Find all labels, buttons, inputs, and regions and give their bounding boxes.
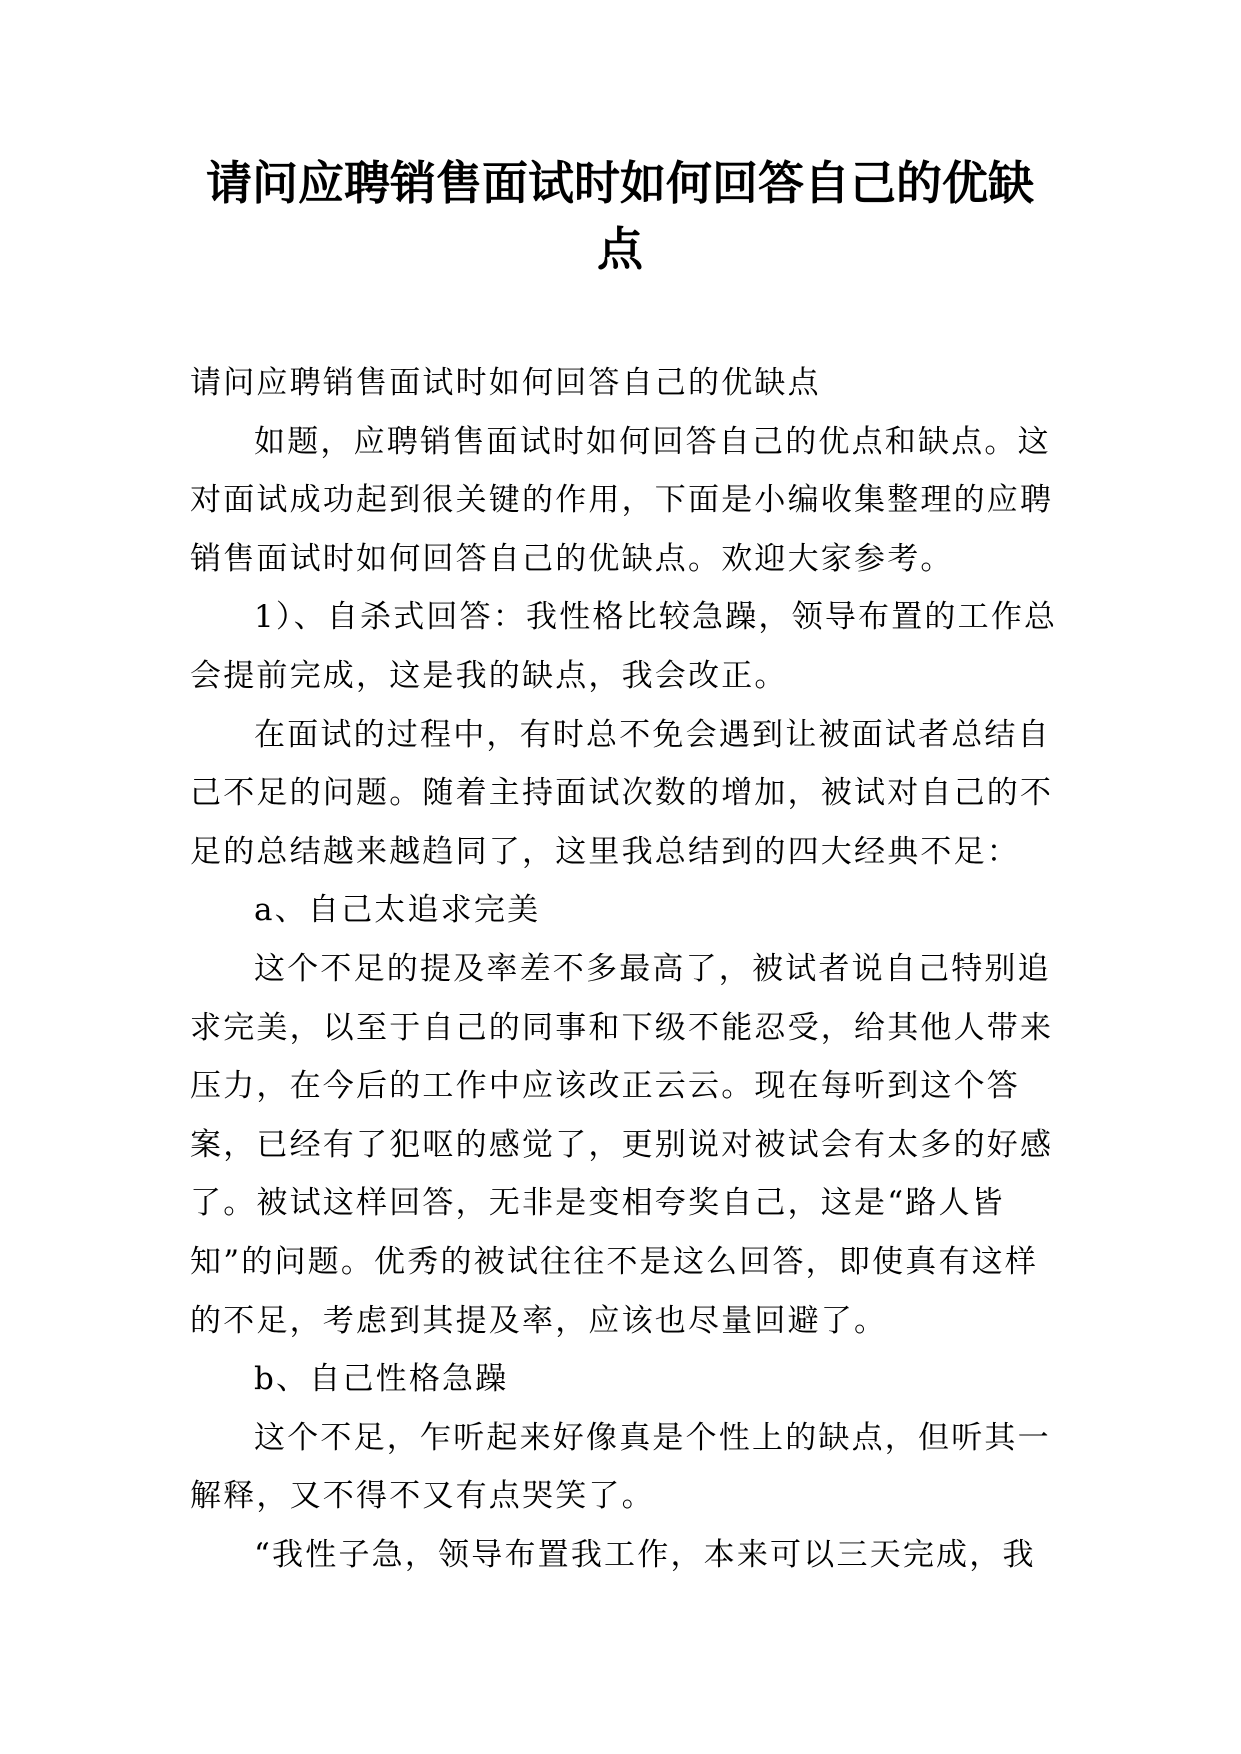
paragraph: 请问应聘销售面试时如何回答自己的优缺点	[190, 365, 821, 401]
document-title: 请问应聘销售面试时如何回答自己的优缺点	[206, 156, 1034, 276]
paragraph: b、自己性格急躁	[254, 1361, 509, 1398]
document-body	[190, 354, 1060, 1584]
paragraph: 这个不足，乍听起来好像真是个性上的缺点，但听其一解释，又不得不又有点哭笑了。	[190, 1419, 1051, 1515]
paragraph: a、自己太追求完美	[254, 892, 541, 929]
paragraph: 这个不足的提及率差不多最高了，被试者说自己特别追求完美，以至于自己的同事和下级不能忍受，给其他人带来压力，在今后的工作中应该改正云云。现在每听到这个答案，已经有了犯呕的感觉了，更别说对被试会有太多的好感了。被试这样回答，无非是变相夸奖自己，这是“路人皆知”的问题。优秀的被试往往不是这么回答，即使真有这样的不足，考虑到其提及率，应该也尽量回避了。	[190, 950, 1054, 1339]
paragraph: 1）、自杀式回答：我性格比较急躁，领导布置的工作总会提前完成，这是我的缺点，我会改正。	[190, 599, 1058, 694]
paragraph: 在面试的过程中，有时总不免会遇到让被面试者总结自己不足的问题。随着主持面试次数的增加，被试对自己的不足的总结越来越趋同了，这里我总结到的四大经典不足：	[190, 716, 1054, 870]
paragraph: “我性子急，领导布置我工作，本来可以三天完成，我	[254, 1536, 1036, 1573]
paragraph: 如题，应聘销售面试时如何回答自己的优点和缺点。这对面试成功起到很关键的作用，下面是小编收集整理的应聘销售面试时如何回答自己的优缺点。欢迎大家参考。	[190, 423, 1054, 577]
